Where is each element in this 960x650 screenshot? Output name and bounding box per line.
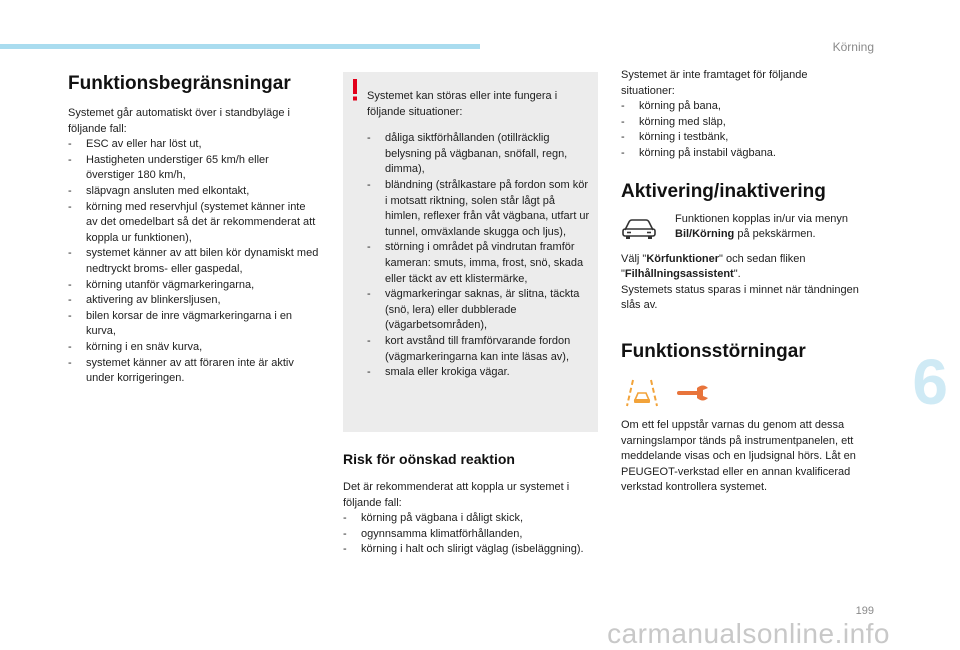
risk-list [343,511,598,558]
choose-instruction [621,252,861,283]
wrench-icon [675,384,709,402]
risk-title: Risk för oönskad reaktion [343,451,515,467]
list-item: - Hastigheten understiger 65 km/h eller överstiger 180 km/h, [68,153,320,184]
list-item: - körning i en snäv kurva, [68,340,320,356]
warning-text [367,78,593,381]
list-item: - körning utanför vägmarkeringarna, [68,278,320,294]
activation-text-pre: Funktionen kopplas in/ur via menyn [675,212,849,225]
list-item: - systemet känner av att föraren inte är aktiv under korrigeringen. [68,356,320,387]
activation-row [621,212,861,252]
menu-item-name: Körfunktioner [646,252,720,265]
limitations-column [68,72,320,387]
status-note: Systemets status sparas i minnet när tändningen slås av. [621,283,859,312]
limitations-list [68,137,320,387]
list-item: - ESC av eller har löst ut, [68,137,320,153]
menu-name: Bil/Körning [675,228,735,241]
warning-list [367,131,593,381]
not-designed-intro: Systemet är inte framtaget för följande situationer: [621,69,808,97]
list-item: - körning på instabil vägbana. [621,146,861,162]
list-item: - körning på vägbana i dåligt skick, [343,511,598,527]
choose-pre: Välj " [621,252,647,265]
list-item: - körning i testbänk, [621,130,861,146]
list-item: - ogynnsamma klimatförhållanden, [343,527,598,543]
fault-title: Funktionsstörningar [621,340,806,362]
right-column [621,68,861,496]
activation-text [675,212,865,243]
tab-name: Filhållningsassistent [624,268,734,281]
list-item: - bilen korsar de inre vägmarkeringarna i en kurva, [68,309,320,340]
list-item: - körning med släp, [621,115,861,131]
list-item: - kort avstånd till framförvarande fordon (vägmarkeringarna kan inte läsas av), [367,334,593,365]
page-number: 199 [855,605,874,617]
not-designed-list [621,99,861,161]
section-label: Körning [832,40,874,54]
list-item: - bländning (strålkastare på fordon som kör i motsatt riktning, solen står lågt på himlen, reflexer från våt vägbana, utfart ur tunnel, omväxlande skugga och ljus), [367,178,593,240]
list-item: - släpvagn ansluten med elkontakt, [68,184,320,200]
fault-icons [621,378,861,418]
limitations-intro: Systemet går automatiskt över i standbyläge i följande fall: [68,107,290,135]
lane-departure-icon [625,378,659,408]
watermark: carmanualsonline.info [607,618,890,649]
list-item: - aktivering av blinkersljusen, [68,293,320,309]
list-item: - smala eller krokiga vägar. [367,365,593,381]
activation-text-post: på pekskärmen. [734,228,816,241]
list-item: - vägmarkeringar saknas, är slitna, täckta (snö, lera) eller dubblerade (vägarbetsområden), [367,287,593,334]
list-item: - körning på bana, [621,99,861,115]
list-item: - körning i halt och slirigt väglag (isbeläggning). [343,542,598,558]
warning-box [343,72,598,432]
choose-mid: " och sedan fliken " [621,252,806,281]
fault-text: Om ett fel uppstår varnas du genom att dessa varningslampor tänds på instrumentpanelen, ett meddelande visas och en ljudsignal hörs. Låt en PEUGEOT-verkstad eller en annan kvalificerad verkstad kontrollera systemet. [621,418,856,494]
warning-intro: Systemet kan störas eller inte fungera i följande situationer: [367,90,558,118]
activation-title: Aktivering/inaktivering [621,180,826,202]
chapter-number: 6 [912,346,948,418]
exclamation-icon [351,79,359,101]
risk-intro: Det är rekommenderat att koppla ur systemet i följande fall: [343,481,570,509]
list-item: - körning med reservhjul (systemet känner inte av det omedelbart så det är rekommenderat att koppla ur funktionen), [68,200,320,247]
list-item: - systemet känner av att bilen kör dynamiskt med nedtryckt broms- eller gaspedal, [68,246,320,277]
limitations-title: Funktionsbegränsningar [68,73,291,94]
car-icon [621,216,657,240]
choose-post: ". [733,268,741,281]
header-accent-bar [0,44,480,49]
list-item: - dåliga siktförhållanden (otillräcklig belysning på vägbanan, snöfall, regn, dimma), [367,131,593,178]
list-item: - störning i området på vindrutan framför kameran: smuts, imma, frost, snö, skada eller täckt av ett klistermärke, [367,240,593,287]
risk-section [343,450,598,558]
